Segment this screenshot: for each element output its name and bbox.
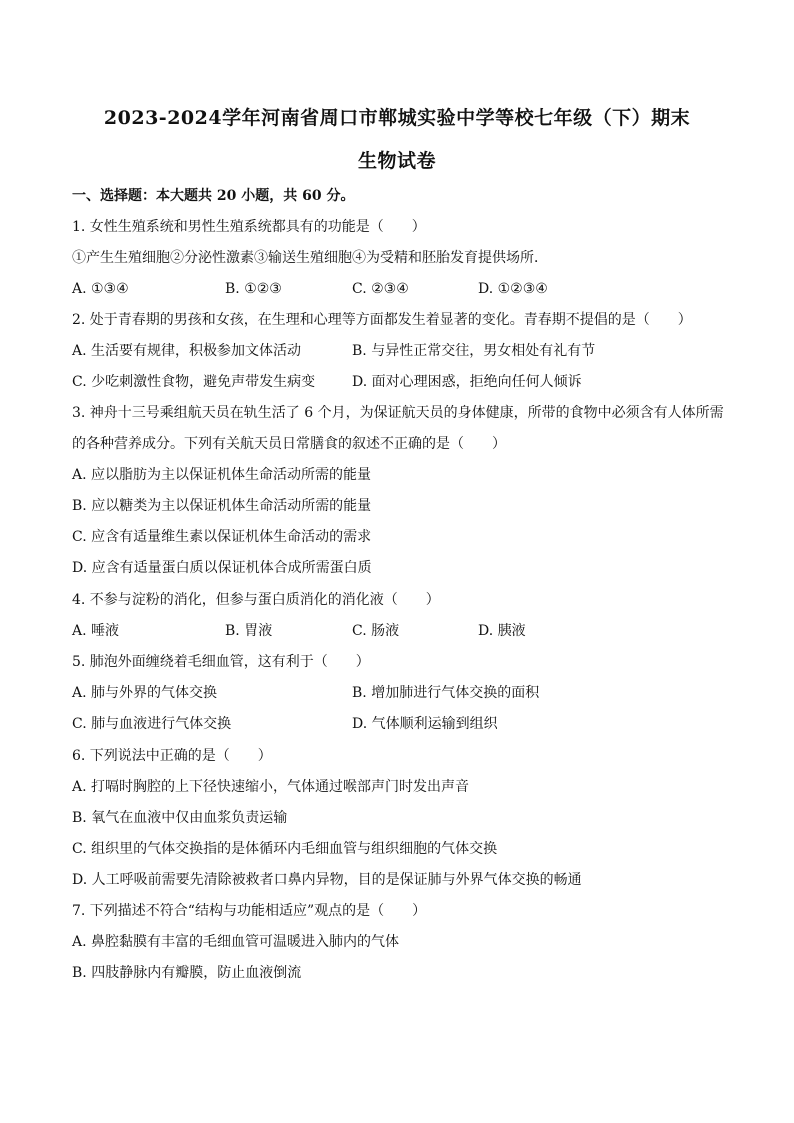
question-6-option-c: C. 组织里的气体交换指的是体循环内毛细血管与组织细胞的气体交换 <box>72 841 498 857</box>
exam-title-line2: 生物试卷 <box>357 150 436 172</box>
section-heading: 一、选择题：本大题共 20 小题，共 60 分。 <box>72 188 355 204</box>
question-1-option-b: B. ①②③ <box>225 281 282 297</box>
question-7-stem: 7. 下列描述不符合“结构与功能相适应”观点的是（ ） <box>72 903 427 919</box>
question-2-stem: 2. 处于青春期的男孩和女孩，在生理和心理等方面都发生着显著的变化。青春期不提倡的是（ ） <box>72 312 692 328</box>
question-5-option-c: C. 肺与血液进行气体交换 <box>72 716 232 732</box>
question-5-option-d: D. 气体顺利运输到组织 <box>352 716 498 732</box>
question-3-option-d: D. 应含有适量蛋白质以保证机体合成所需蛋白质 <box>72 560 372 576</box>
question-2-option-d: D. 面对心理困惑，拒绝向任何人倾诉 <box>352 374 582 390</box>
question-3-option-a: A. 应以脂肪为主以保证机体生命活动所需的能量 <box>72 467 372 483</box>
question-3-option-b: B. 应以糖类为主以保证机体生命活动所需的能量 <box>72 498 372 514</box>
question-2-option-a: A. 生活要有规律，积极参加文体活动 <box>72 343 302 359</box>
question-1-option-c: C. ②③④ <box>352 281 409 297</box>
question-1-statements: ①产生生殖细胞②分泌性激素③输送生殖细胞④为受精和胚胎发育提供场所． <box>72 250 548 266</box>
question-3-option-c: C. 应含有适量维生素以保证机体生命活动的需求 <box>72 529 372 545</box>
question-2-option-b: B. 与异性正常交往，男女相处有礼有节 <box>352 343 596 359</box>
question-5-option-a: A. 肺与外界的气体交换 <box>72 685 218 701</box>
question-3-stem-line1: 3. 神舟十三号乘组航天员在轨生活了 6 个月，为保证航天员的身体健康，所带的食物中必须含有人体所需 <box>72 405 724 421</box>
question-7-option-a: A. 鼻腔黏膜有丰富的毛细血管可温暖进入肺内的气体 <box>72 934 400 950</box>
question-4-option-b: B. 胃液 <box>225 623 273 639</box>
question-5-stem: 5. 肺泡外面缠绕着毛细血管，这有利于（ ） <box>72 654 370 670</box>
question-6-option-a: A. 打嗝时胸腔的上下径快速缩小，气体通过喉部声门时发出声音 <box>72 779 470 795</box>
question-5-option-b: B. 增加肺进行气体交换的面积 <box>352 685 540 701</box>
question-2-option-c: C. 少吃刺激性食物，避免声带发生病变 <box>72 374 316 390</box>
question-1-stem: 1. 女性生殖系统和男性生殖系统都具有的功能是（ ） <box>72 219 426 235</box>
question-1-option-a: A. ①③④ <box>72 281 129 297</box>
question-4-option-c: C. 肠液 <box>352 623 400 639</box>
question-4-option-d: D. 胰液 <box>478 623 526 639</box>
question-7-option-b: B. 四肢静脉内有瓣膜，防止血液倒流 <box>72 965 302 981</box>
question-6-stem: 6. 下列说法中正确的是（ ） <box>72 748 272 764</box>
question-6-option-b: B. 氧气在血液中仅由血浆负责运输 <box>72 810 288 826</box>
question-3-stem-line2: 的各种营养成分。下列有关航天员日常膳食的叙述不正确的是（ ） <box>72 436 506 452</box>
question-4-option-a: A. 唾液 <box>72 623 120 639</box>
question-4-stem: 4. 不参与淀粉的消化，但参与蛋白质消化的消化液（ ） <box>72 592 440 608</box>
question-1-option-d: D. ①②③④ <box>478 281 548 297</box>
question-6-option-d: D. 人工呼吸前需要先清除被救者口鼻内异物，目的是保证肺与外界气体交换的畅通 <box>72 872 582 888</box>
exam-title-line1: 2023-2024学年河南省周口市郸城实验中学等校七年级（下）期末 <box>103 107 691 129</box>
